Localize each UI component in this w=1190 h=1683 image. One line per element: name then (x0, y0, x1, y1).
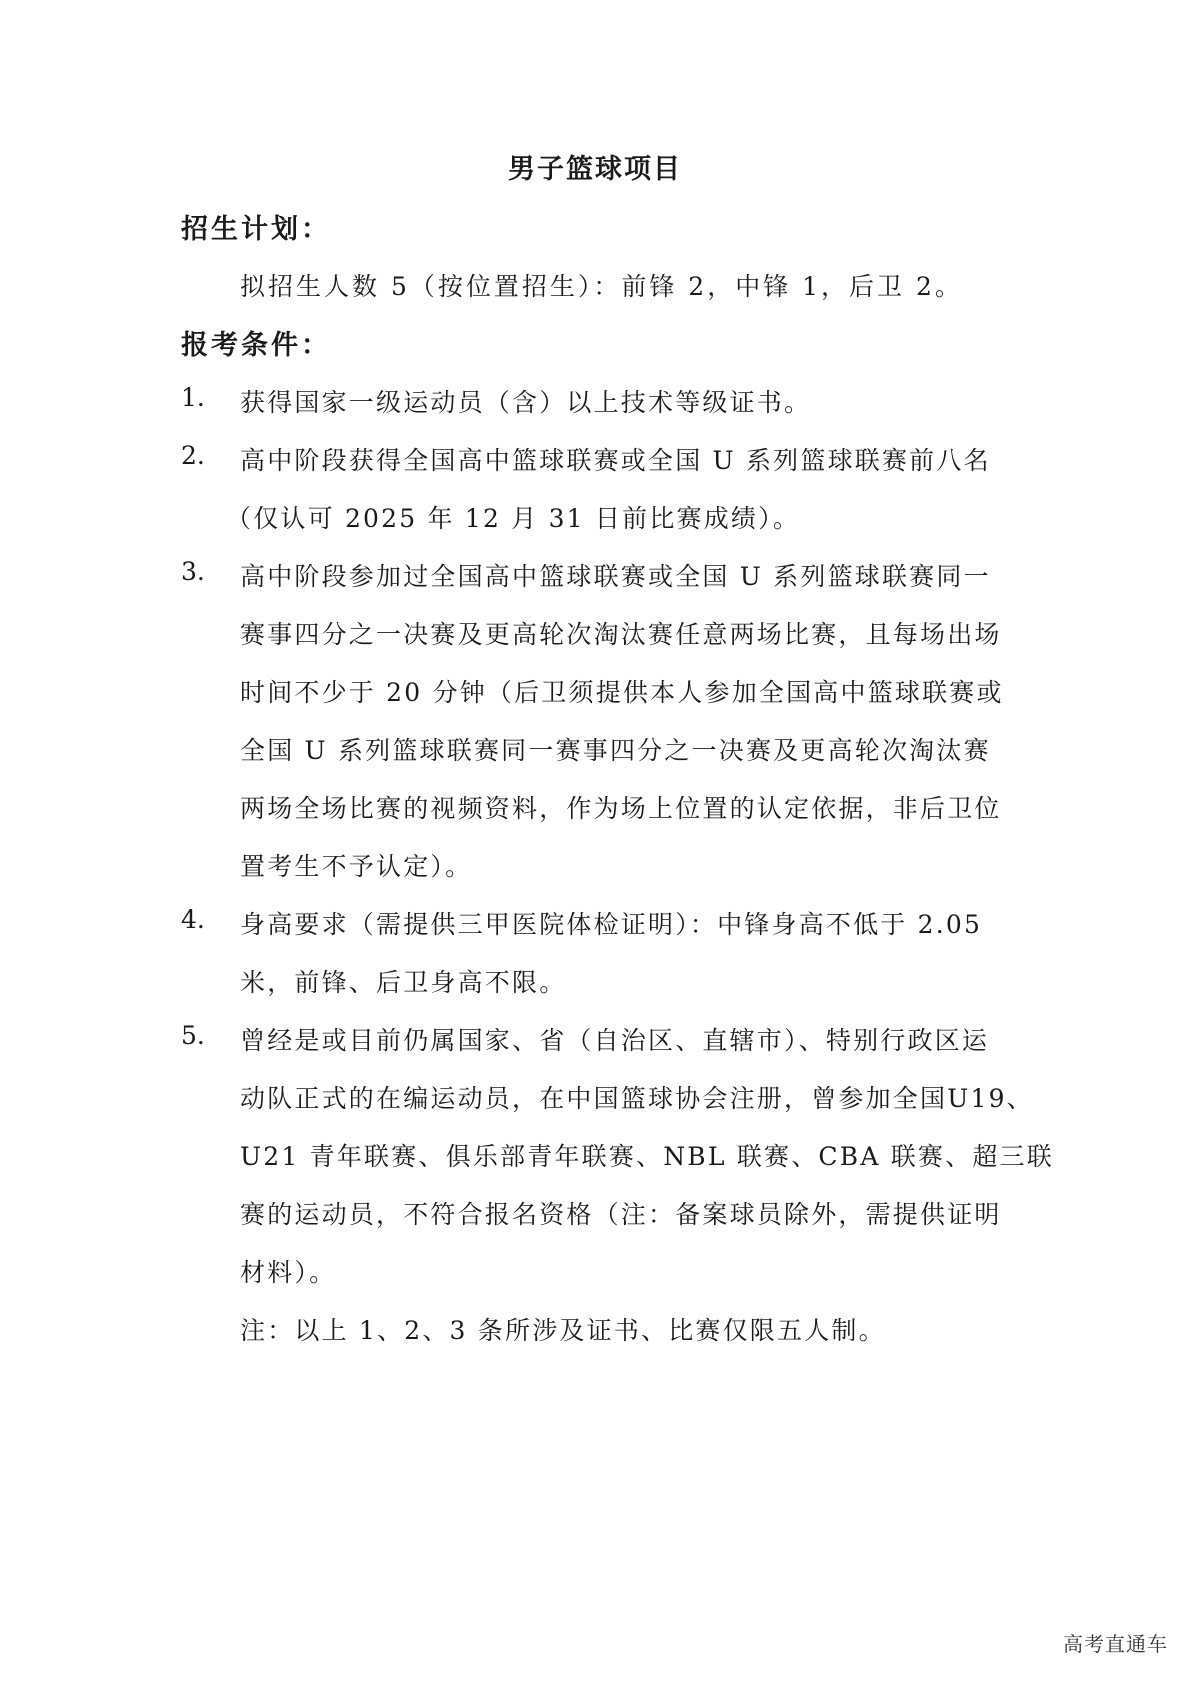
condition-item-text: 动队正式的在编运动员，在中国篮球协会注册，曾参加全国U19、 (240, 1084, 1034, 1113)
plan-text: 拟招生人数 5（按位置招生）：前锋 2，中锋 1，后卫 2。 (240, 272, 963, 301)
condition-item-text: 时间不少于 20 分钟（后卫须提供本人参加全国高中篮球联赛或 (240, 678, 1004, 707)
condition-item-text: 赛的运动员，不符合报名资格（注：备案球员除外，需提供证明 (240, 1200, 1002, 1229)
condition-item-text: 米，前锋、后卫身高不限。 (240, 968, 567, 997)
watermark-text: 高考直通车 (1063, 1632, 1168, 1656)
condition-item-text: 曾经是或目前仍属国家、省（自治区、直辖市）、特别行政区运 (240, 1026, 990, 1055)
conditions-note: 注：以上 1、2、3 条所涉及证书、比赛仅限五人制。 (240, 1316, 886, 1345)
condition-item-text: 高中阶段获得全国高中篮球联赛或全国 U 系列篮球联赛前八名 (240, 446, 991, 475)
condition-item-text: 材料）。 (240, 1258, 337, 1287)
condition-item-number: 4. (181, 905, 205, 934)
section-heading-plan: 招生计划： (181, 214, 331, 245)
condition-item-text: （仅认可 2025 年 12 月 31 日前比赛成绩）。 (226, 504, 801, 533)
condition-item-text: 两场全场比赛的视频资料，作为场上位置的认定依据，非后卫位 (240, 794, 1002, 823)
condition-item-text: 获得国家一级运动员（含）以上技术等级证书。 (240, 388, 812, 417)
section-heading-conditions: 报考条件： (181, 330, 331, 361)
condition-item-text: 全国 U 系列篮球联赛同一赛事四分之一决赛及更高轮次淘汰赛 (240, 736, 991, 765)
condition-item-number: 1. (181, 383, 205, 412)
condition-item-text: 赛事四分之一决赛及更高轮次淘汰赛任意两场比赛，且每场出场 (240, 620, 1002, 649)
condition-item-text: 置考生不予认定）。 (240, 852, 473, 881)
condition-item-number: 3. (181, 557, 205, 586)
condition-item-number: 2. (181, 441, 205, 470)
condition-item-number: 5. (181, 1021, 205, 1050)
condition-item-text: 身高要求（需提供三甲医院体检证明）：中锋身高不低于 2.05 (240, 910, 983, 939)
condition-item-text: U21 青年联赛、俱乐部青年联赛、NBL 联赛、CBA 联赛、超三联 (240, 1142, 1054, 1171)
document-title: 男子篮球项目 (508, 154, 682, 185)
condition-item-text: 高中阶段参加过全国高中篮球联赛或全国 U 系列篮球联赛同一 (240, 562, 991, 591)
